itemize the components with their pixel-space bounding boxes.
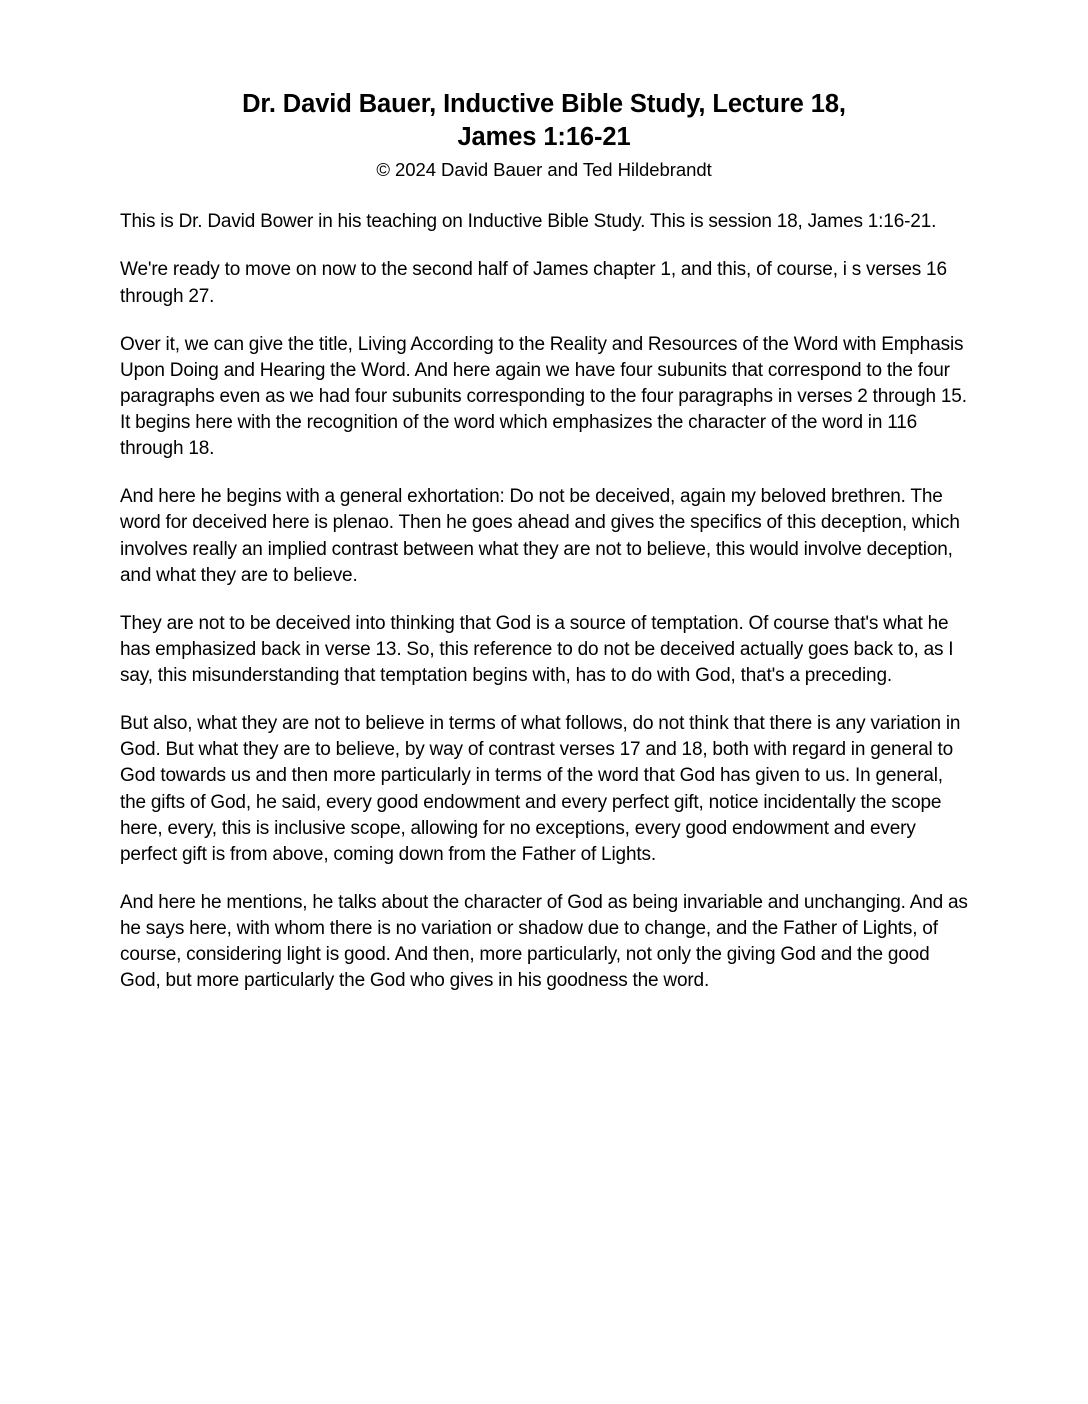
paragraph: Over it, we can give the title, Living According to the Reality and Resources of the Word with Emphasis Upon Doing and Hearing the Word. And here again we have four subunits that correspond to the four paragraphs even as we had four subunits corresponding to the four paragraphs in verses 2 through 15. It begins here with the recognition of the word which emphasizes the character of the word in 116 through 18.: [120, 333, 967, 460]
title-line-2: James 1:16-21: [457, 122, 631, 151]
paragraph: This is Dr. David Bower in his teaching on Inductive Bible Study. This is session 18, James 1:16-21.: [120, 211, 937, 233]
page-title: [120, 88, 968, 153]
paragraph: We're ready to move on now to the second half of James chapter 1, and this, of course, i s verses 16 through 27.: [120, 259, 947, 307]
paragraph: But also, what they are not to believe in terms of what follows, do not think that there is any variation in God. But what they are to believe, by way of contrast verses 17 and 18, both with regard in general to God towards us and then more particularly in terms of the word that God has given to us. In general, the gifts of God, he said, every good endowment and every perfect gift, notice incidentally the scope here, every, this is inclusive scope, allowing for no exceptions, every good endowment and every perfect gift is from above, coming down from the Father of Lights.: [120, 713, 961, 865]
title-line-1: Dr. David Bauer, Inductive Bible Study, Lecture 18,: [242, 90, 846, 118]
document-body: [120, 209, 968, 994]
paragraph: And here he mentions, he talks about the character of God as being invariable and unchanging. And as he says here, with whom there is no variation or shadow due to change, and the Father of Lights, of course, considering light is good. And then, more particularly, not only the giving God and the good God, but more particularly the God who gives in his goodness the word.: [120, 891, 968, 992]
paragraph: And here he begins with a general exhortation: Do not be deceived, again my beloved brethren. The word for deceived here is plenao. Then he goes ahead and gives the specifics of this deception, which involves really an implied contrast between what they are not to believe, this would involve deception, and what they are to believe.: [120, 486, 960, 586]
paragraph: They are not to be deceived into thinking that God is a source of temptation. Of course that's what he has emphasized back in verse 13. So, this reference to do not be deceived actually goes back to, as I say, this misunderstanding that temptation begins with, has to do with God, that's a preceding.: [120, 612, 954, 686]
copyright-notice: © 2024 David Bauer and Ted Hildebrandt: [376, 159, 712, 181]
